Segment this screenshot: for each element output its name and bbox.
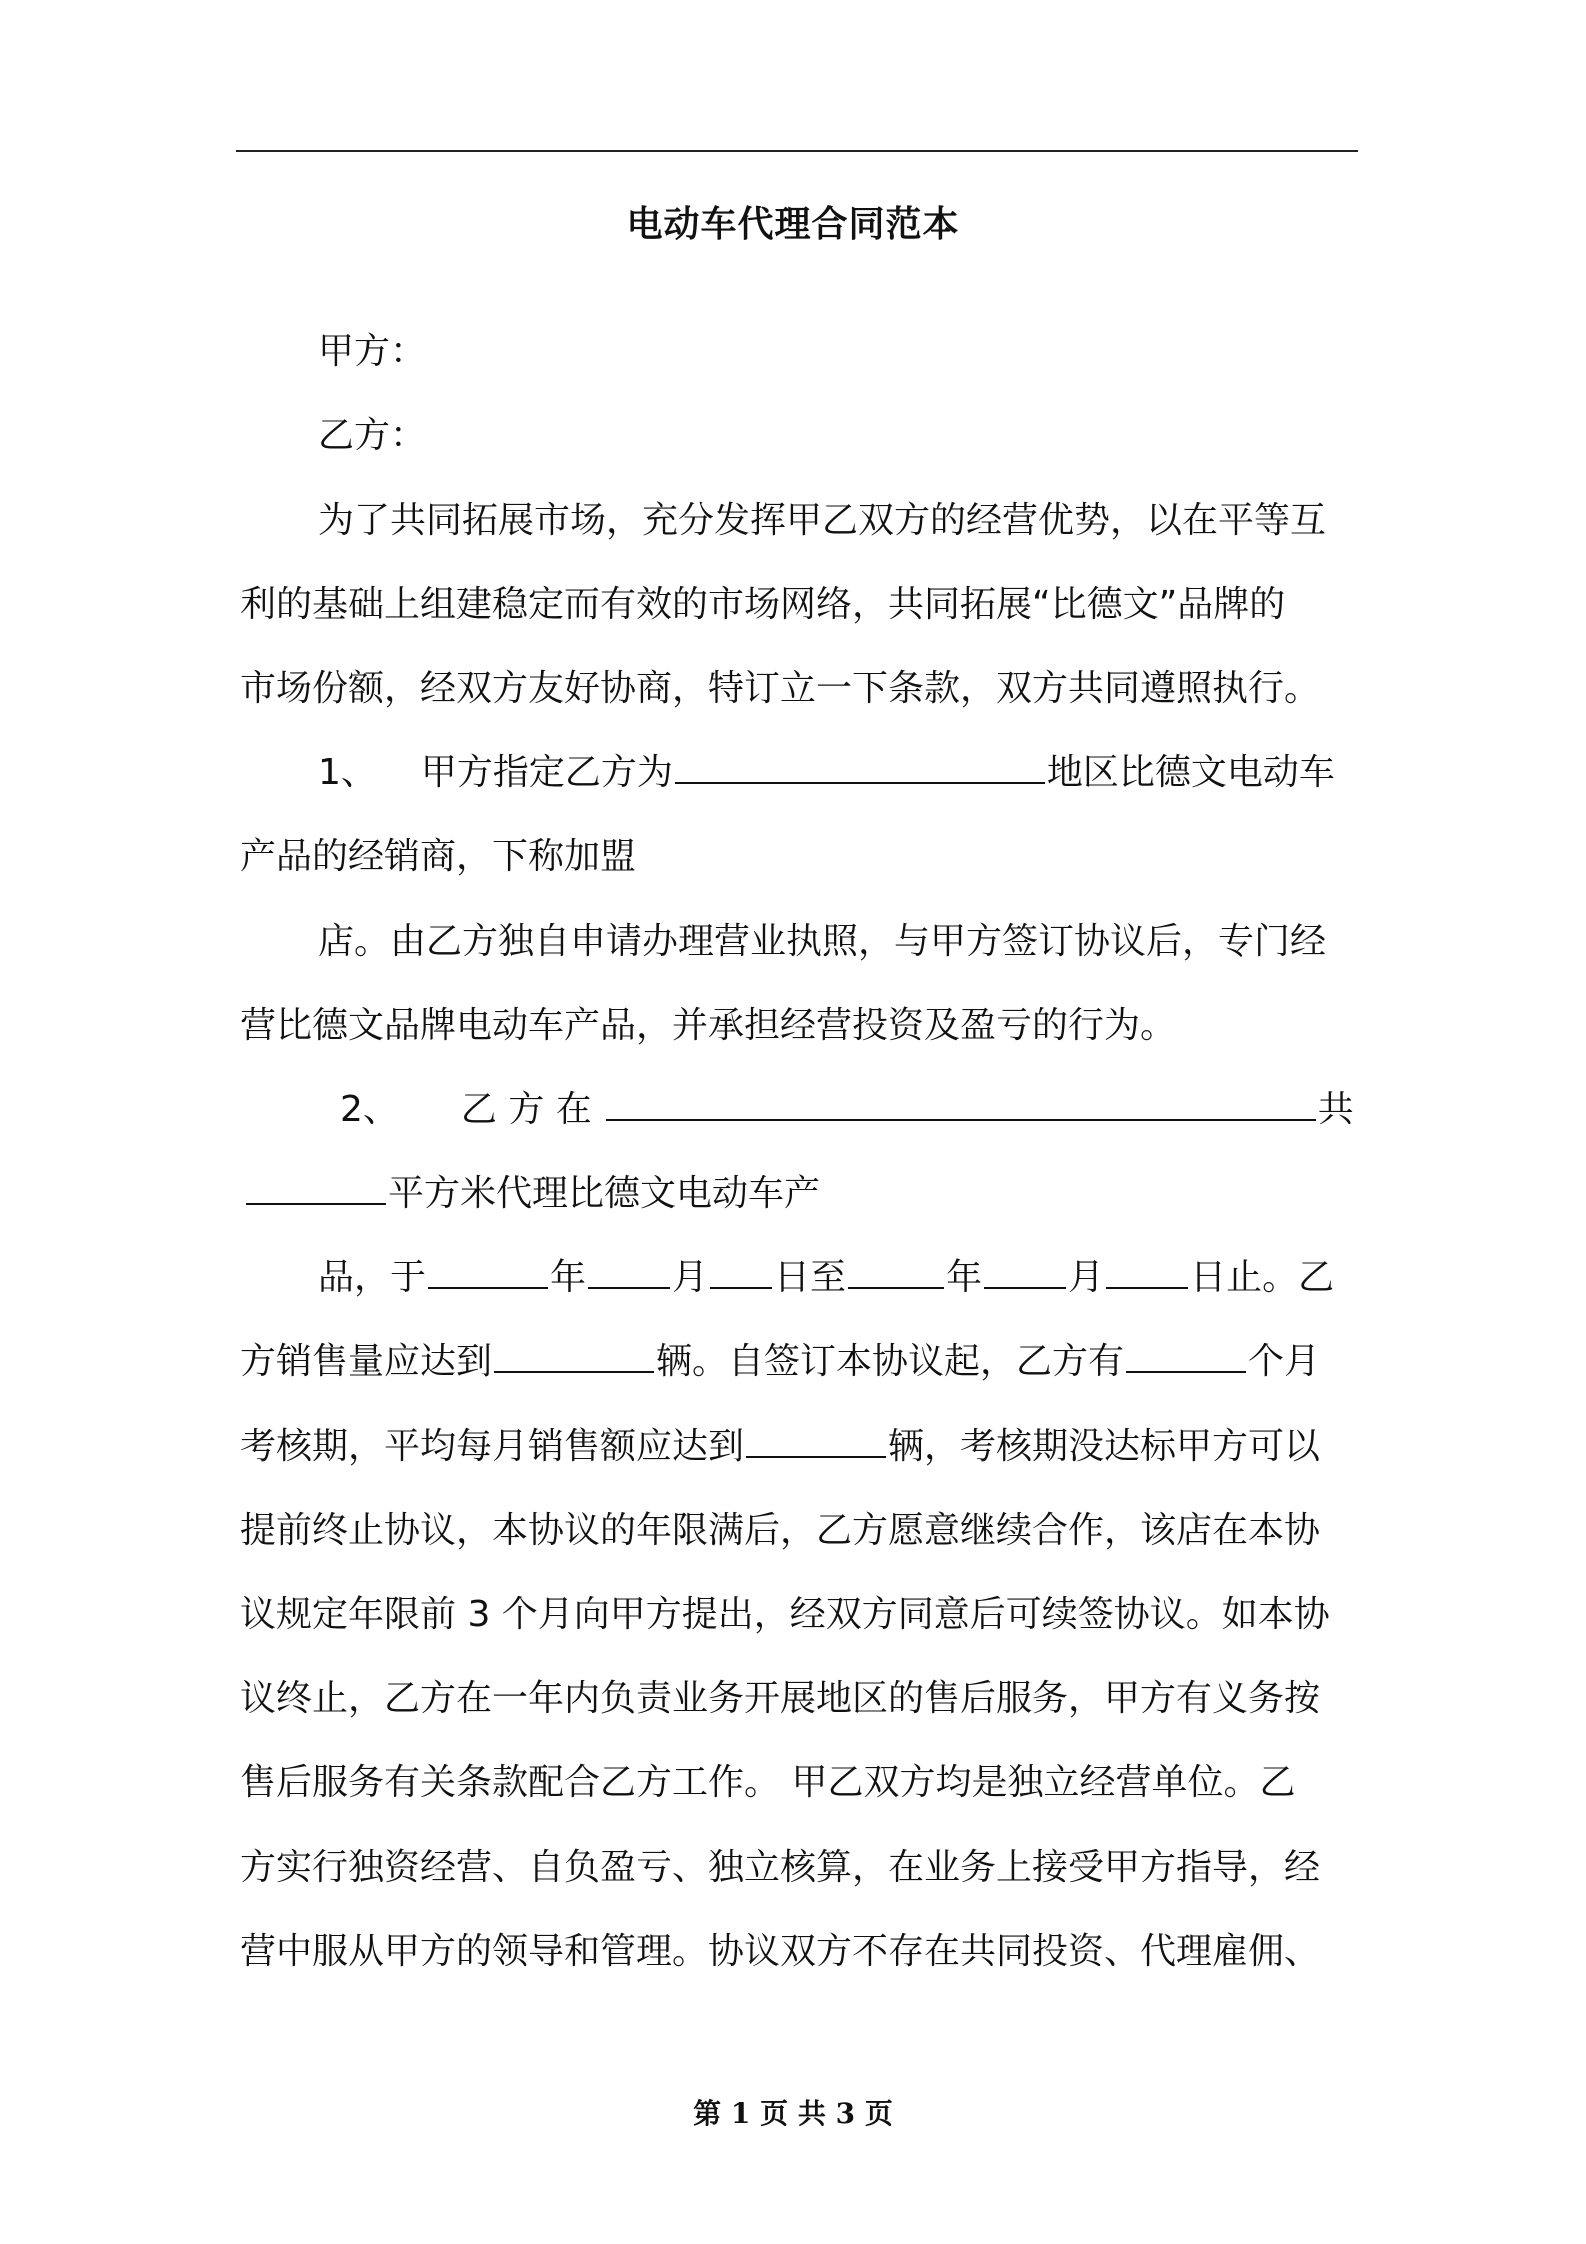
location-blank[interactable] [606,1083,1316,1121]
assessment-months-blank[interactable] [1126,1335,1246,1373]
clause-2-line-6: 提前终止协议，本协议的年限满后，乙方愿意继续合作，该店在本协 [240,1510,1321,1551]
term-text-7: 日止。乙 [1190,1257,1335,1298]
clause-2-line-2 [240,1164,820,1224]
start-day-blank[interactable] [710,1251,772,1289]
party-b-label: 乙方： [318,415,427,456]
start-year-blank[interactable] [428,1251,548,1289]
intro-line-2: 利的基础上组建稳定而有效的市场网络，共同拓展“比德文”品牌的 [240,584,1286,625]
party-a-label: 甲方： [318,331,427,372]
document-title: 电动车代理合同范本 [626,204,960,245]
clause-2-line-8: 议终止，乙方在一年内负责业务开展地区的售后服务，甲方有义务按 [240,1678,1321,1719]
start-month-blank[interactable] [588,1251,670,1289]
clause-2-number: 2、 [340,1089,399,1130]
term-text-1: 品，于 [318,1257,427,1298]
clause-2-line-1 [340,1080,1354,1140]
region-blank[interactable] [675,746,1045,784]
intro-line-3: 市场份额，经双方友好协商，特订立一下条款，双方共同遵照执行。 [240,668,1321,709]
area-blank[interactable] [246,1167,386,1205]
monthly-text-2: 辆，考核期没达标甲方可以 [888,1426,1321,1467]
clause-1-text-b: 地区比德文电动车 [1046,752,1335,793]
clause-2-line-10: 方实行独资经营、自负盈亏、独立核算，在业务上接受甲方指导，经 [240,1847,1321,1888]
header-rule [236,150,1358,152]
clause-2-line-3 [318,1248,1334,1308]
clause-1-line-3: 店。由乙方独自申请办理营业执照，与甲方签订协议后，专门经 [318,921,1327,962]
clause-1-line-2: 产品的经销商，下称加盟 [240,836,637,877]
term-text-3: 月 [672,1257,709,1298]
clause-1-number: 1、 [318,752,377,793]
term-text-2: 年 [550,1257,587,1298]
page-footer: 第 1 页 共 3 页 [693,2097,893,2130]
clause-2-line-5 [240,1417,1320,1477]
term-text-6: 月 [1068,1257,1105,1298]
clause-1-text-a: 甲方指定乙方为 [420,752,673,793]
clause-2-text-b: 共 [1317,1089,1354,1130]
clause-2-line-11: 营中服从甲方的领导和管理。协议双方不存在共同投资、代理雇佣、 [240,1931,1321,1972]
sales-text-3: 个月 [1248,1341,1321,1382]
sales-text-1: 方销售量应达到 [240,1341,493,1382]
clause-2-line-7: 议规定年限前 3 个月向甲方提出，经双方同意后可续签协议。如本协 [240,1594,1330,1635]
term-text-5: 年 [946,1257,983,1298]
end-year-blank[interactable] [848,1251,944,1289]
term-text-4: 日至 [774,1257,847,1298]
clause-2-text-a: 乙 方 在 [460,1089,592,1130]
end-day-blank[interactable] [1106,1251,1188,1289]
monthly-text-1: 考核期，平均每月销售额应达到 [240,1426,745,1467]
monthly-sales-blank[interactable] [746,1420,886,1458]
clause-2-line-9: 售后服务有关条款配合乙方工作。 甲乙双方均是独立经营单位。乙 [240,1762,1296,1803]
clause-2-area-text: 平方米代理比德文电动车产 [388,1173,821,1214]
clause-1-line-1 [318,743,1335,803]
sales-text-2: 辆。自签订本协议起，乙方有 [656,1341,1125,1382]
end-month-blank[interactable] [984,1251,1066,1289]
clause-2-line-4 [240,1332,1320,1392]
clause-1-line-4: 营比德文品牌电动车产品，并承担经营投资及盈亏的行为。 [240,1005,1177,1046]
sales-volume-blank[interactable] [494,1335,654,1373]
intro-line-1: 为了共同拓展市场，充分发挥甲乙双方的经营优势，以在平等互 [318,500,1327,541]
